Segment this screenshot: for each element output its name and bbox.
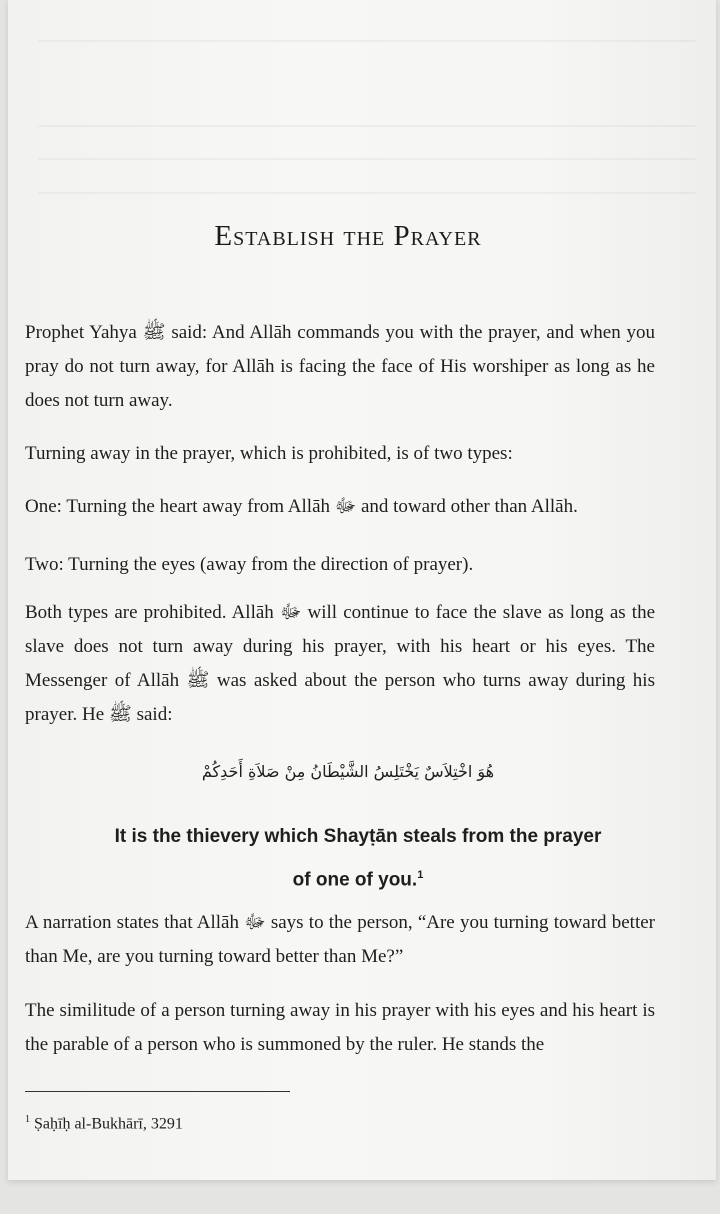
footnote-divider: [25, 1091, 290, 1092]
hadith-english: [108, 818, 608, 899]
book-page: [8, 0, 716, 1180]
footnote-number: 1: [25, 1114, 30, 1125]
hadith-arabic: هُوَ اخْتِلاَسٌ يَخْتَلِسُ الشَّيْطَانُ مِنْ صَلاَةِ أَحَدِكُمْ: [201, 762, 495, 781]
footnote-text: Ṣaḥīḥ al-Bukhārī, 3291: [34, 1115, 183, 1133]
footnote-reference[interactable]: 1: [417, 869, 424, 881]
paragraph-two-types: Turning away in the prayer, which is prohibited, is of two types:: [25, 443, 513, 464]
paragraph-both-prohibited: Both types are prohibited. Allāh ﷻ will continue to face the slave as long as the slave does not turn away during his prayer, with his heart or his eyes. The Messenger of Allāh ﷺ was asked about the person who turns away during his prayer. He ﷺ said:: [25, 602, 655, 725]
footnote: [25, 1114, 183, 1133]
bleed-through-line: [38, 158, 696, 160]
page-title: Establish the Prayer: [214, 220, 482, 252]
hadith-english-text: It is the thievery which Shayṭān steals from the prayer of one of you.: [114, 826, 602, 891]
paragraph-type-one: One: Turning the heart away from Allāh ﷻ and toward other than Allāh.: [25, 496, 578, 517]
paragraph-similitude: The similitude of a person turning away in his prayer with his eyes and his heart is the parable of a person who is summoned by the ruler. He stands the: [25, 1000, 655, 1055]
bleed-through-line: [38, 125, 696, 127]
paragraph-type-two: Two: Turning the eyes (away from the direction of prayer).: [25, 554, 474, 575]
paragraph-narration: A narration states that Allāh ﷻ says to the person, “Are you turning toward better than Me, are you turning toward better than Me?”: [25, 912, 655, 967]
bleed-through-line: [38, 40, 696, 42]
bleed-through-line: [38, 192, 696, 194]
paragraph-prophet-yahya: Prophet Yahya ﷺ said: And Allāh commands you with the prayer, and when you pray do not turn away, for Allāh is facing the face of His worshiper as long as he does not turn away.: [25, 322, 655, 411]
